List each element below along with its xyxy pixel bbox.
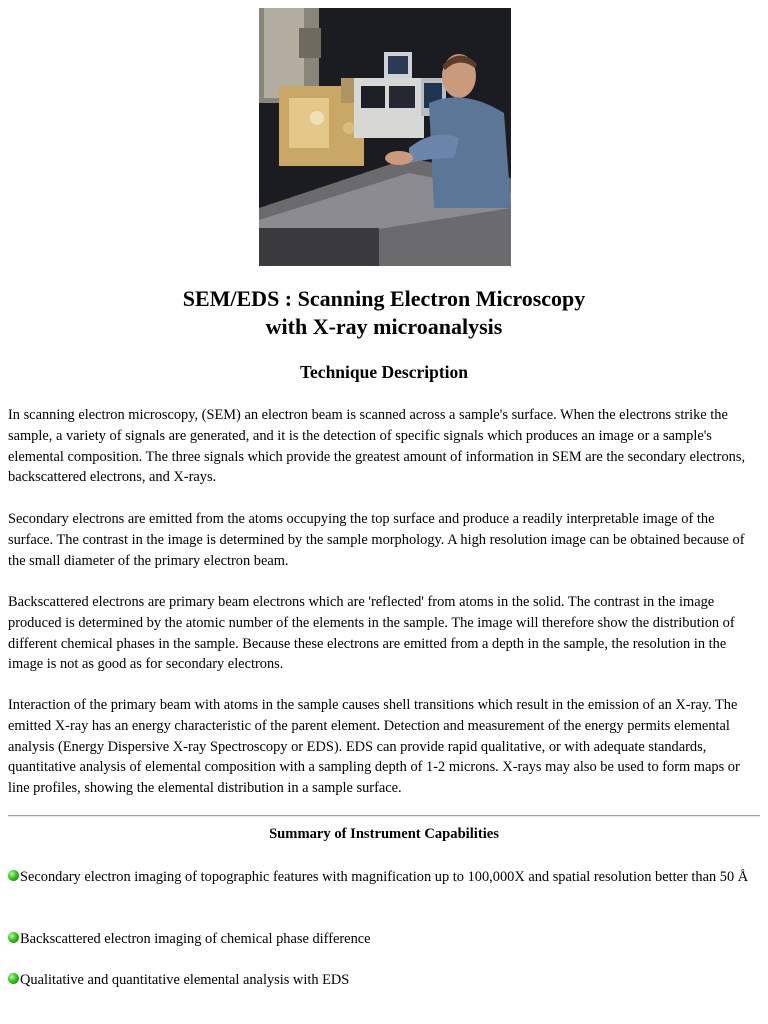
paragraph-backscattered-electrons: Backscattered electrons are primary beam electrons which are 'reflected' from atoms in the solid. The contrast in the image produced is determined by the atomic number of the elements in the sample. The image will therefore show the distribution of different chemical phases in the sample. Because these electrons are emitted from a depth in the sample, the resolution in the image is not as good as for secondary electrons. bbox=[8, 594, 735, 673]
capability-text: Secondary electron imaging of topographic features with magnification up to 100,000X and spatial resolution better than 50 Å bbox=[20, 869, 749, 885]
list-item bbox=[8, 929, 758, 950]
page-title bbox=[0, 285, 768, 341]
section-heading: Technique Description bbox=[299, 362, 469, 382]
green-ball-bullet-icon bbox=[8, 973, 19, 984]
page-title-line1: SEM/EDS : Scanning Electron Microscopy bbox=[182, 286, 586, 311]
capability-text: Qualitative and quantitative elemental analysis with EDS bbox=[20, 972, 350, 988]
paragraph-xray: Interaction of the primary beam with atoms in the sample causes shell transitions which result in the emission of an X-ray. The emitted X-ray has an energy characteristic of the parent element. Detection and measurement of the energy permits elemental analysis (Energy Dispersive X-ray Spectroscopy or EDS). EDS can provide rapid qualitative, or with adequate standards, quantitative analysis of elemental composition with a sampling depth of 1-2 microns. X-rays may also be used to form maps or line profiles, showing the elemental distribution in a sample surface. bbox=[8, 697, 740, 797]
list-item bbox=[8, 970, 758, 991]
horizontal-divider bbox=[8, 815, 760, 817]
photo-illustration bbox=[259, 8, 511, 266]
green-ball-bullet-icon bbox=[8, 870, 19, 881]
paragraph-intro: In scanning electron microscopy, (SEM) an electron beam is scanned across a sample's surface. When the electrons strike the sample, a variety of signals are generated, and it is the detection of specific signals which produces an image or a sample's elemental composition. The three signals which provide the greatest amount of information in SEM are the secondary electrons, backscattered electrons, and X-rays. bbox=[8, 407, 746, 486]
summary-heading: Summary of Instrument Capabilities bbox=[269, 826, 499, 842]
sem-operator-photo bbox=[259, 8, 511, 266]
paragraph-secondary-electrons: Secondary electrons are emitted from the atoms occupying the top surface and produce a readily interpretable image of the surface. The contrast in the image is determined by the sample morphology. A high resolution image can be obtained because of the small diameter of the primary electron beam. bbox=[8, 511, 745, 569]
page-title-line2: with X-ray microanalysis bbox=[265, 314, 503, 339]
capability-text: Backscattered electron imaging of chemical phase difference bbox=[20, 931, 371, 947]
green-ball-bullet-icon bbox=[8, 932, 19, 943]
list-item bbox=[8, 867, 758, 888]
